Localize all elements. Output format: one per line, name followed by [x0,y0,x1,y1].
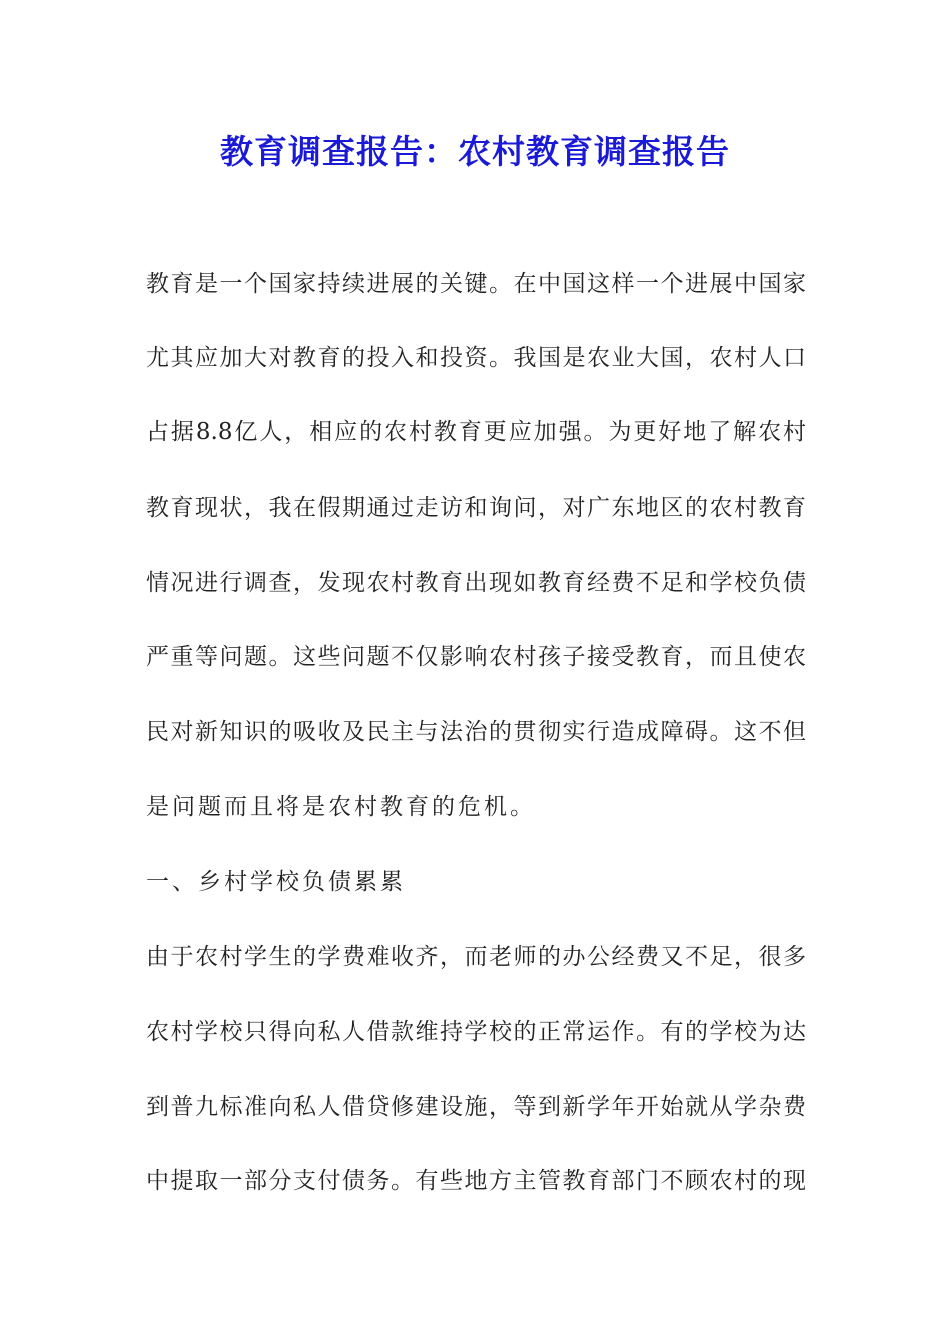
paragraph-line: 教育现状，我在假期通过走访和询问，对广东地区的农村教育 [146,495,806,521]
paragraph-line: 占据8.8亿人，相应的农村教育更应加强。为更好地了解农村 [146,419,806,445]
paragraph-line: 教育是一个国家持续进展的关键。在中国这样一个进展中国家 [146,271,806,297]
paragraph-line: 到普九标准向私人借贷修建设施，等到新学年开始就从学杂费 [146,1094,806,1120]
paragraph-line: 严重等问题。这些问题不仅影响农村孩子接受教育，而且使农 [146,644,806,670]
paragraph-line: 农村学校只得向私人借款维持学校的正常运作。有的学校为达 [146,1019,806,1045]
paragraph-line: 民对新知识的吸收及民主与法治的贯彻实行造成障碍。这不但 [146,719,806,745]
paragraph-line: 中提取一部分支付债务。有些地方主管教育部门不顾农村的现 [146,1168,806,1194]
paragraph-line: 情况进行调查，发现农村教育出现如教育经费不足和学校负债 [146,570,806,596]
section-heading: 一、乡村学校负债累累 [146,869,406,895]
paragraph-line: 由于农村学生的学费难收齐，而老师的办公经费又不足，很多 [146,944,806,970]
paragraph-line: 是问题而且将是农村教育的危机。 [146,794,536,820]
document-title: 教育调查报告：农村教育调查报告 [220,132,730,171]
paragraph-line: 尤其应加大对教育的投入和投资。我国是农业大国，农村人口 [146,345,806,371]
